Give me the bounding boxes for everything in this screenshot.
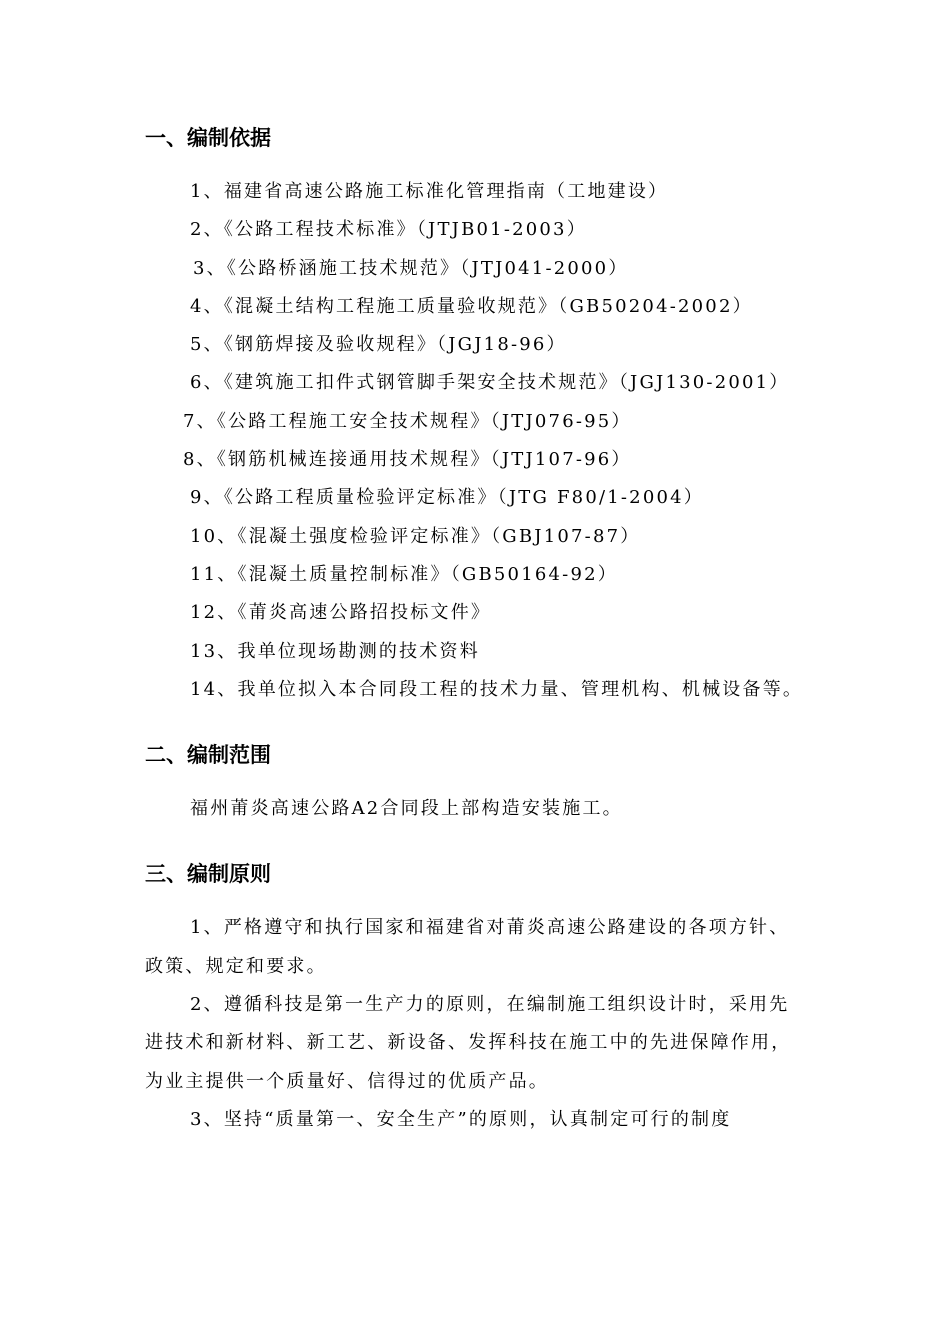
document-page xyxy=(145,118,807,1139)
basis-item-7: 7、《公路工程施工安全技术规程》（JTJ076-95） xyxy=(183,410,632,432)
spacer xyxy=(145,828,807,854)
spacer xyxy=(145,894,807,909)
section-heading-basis: 一、编制依据 xyxy=(145,126,271,150)
basis-item-6: 6、《建筑施工扣件式钢管脚手架安全技术规范》（JGJ130-2001） xyxy=(190,372,790,394)
spacer xyxy=(145,158,807,173)
basis-item-2: 2、《公路工程技术标准》（JTJB01-2003） xyxy=(190,219,587,241)
basis-item-4: 4、《混凝土结构工程施工质量验收规范》（GB50204-2002） xyxy=(190,295,753,317)
basis-item-13: 13、我单位现场勘测的技术资料 xyxy=(190,640,480,662)
basis-item-10: 10、《混凝土强度检验评定标准》（GBJ107-87） xyxy=(190,525,641,547)
basis-item-9: 9、《公路工程质量检验评定标准》（JTG F80/1-2004） xyxy=(190,487,704,509)
spacer xyxy=(145,775,807,790)
principle-paragraph-1: 1、严格遵守和执行国家和福建省对莆炎高速公路建设的各项方针、政策、规定和要求。 xyxy=(145,917,790,977)
basis-item-8: 8、《钢筋机械连接通用技术规程》（JTJ107-96） xyxy=(183,449,632,471)
spacer xyxy=(145,709,807,735)
basis-item-1: 1、福建省高速公路施工标准化管理指南（工地建设） xyxy=(190,181,669,202)
basis-item-5: 5、《钢筋焊接及验收规程》（JGJ18-96） xyxy=(190,334,567,356)
principle-paragraph-3: 3、坚持“质量第一、安全生产”的原则，认真制定可行的制度 xyxy=(190,1108,732,1130)
scope-text: 福州莆炎高速公路A2合同段上部构造安装施工。 xyxy=(190,798,623,820)
section-heading-scope: 二、编制范围 xyxy=(145,743,271,768)
basis-item-11: 11、《混凝土质量控制标准》（GB50164-92） xyxy=(190,563,618,585)
principle-paragraph-2: 2、遵循科技是第一生产力的原则，在编制施工组织设计时，采用先进技术和新材料、新工艺、新设备、发挥科技在施工中的先进保障作用，为业主提供一个质量好、信得过的优质产品。 xyxy=(145,994,792,1092)
section-heading-principles: 三、编制原则 xyxy=(145,862,271,887)
basis-item-14: 14、我单位拟入本合同段工程的技术力量、管理机构、机械设备等。 xyxy=(190,678,804,700)
basis-item-3: 3、《公路桥涵施工技术规范》（JTJ041-2000） xyxy=(193,257,629,279)
basis-item-12: 12、《莆炎高速公路招投标文件》 xyxy=(190,602,492,624)
